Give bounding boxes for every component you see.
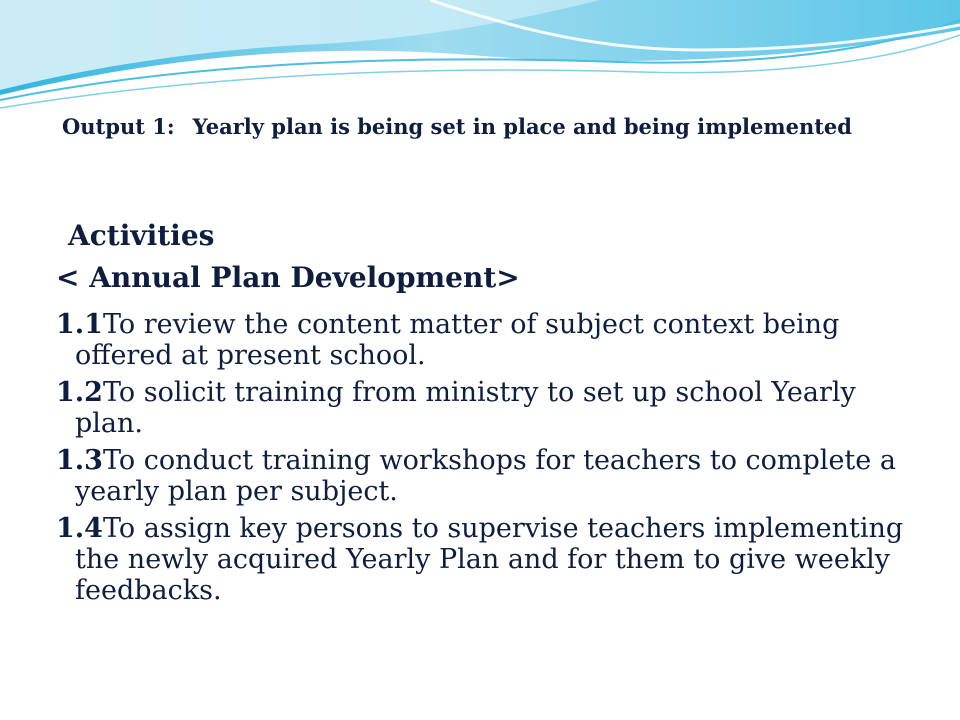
activity-text: To solicit training from ministry to set up school Yearly plan. (75, 377, 856, 439)
output-text: Yearly plan is being set in place and being implemented (192, 114, 852, 139)
activity-item (56, 513, 916, 606)
activity-text: To assign key persons to supervise teachers implementing the newly acquired Yearly Plan and for them to give weekly feedbacks. (75, 513, 904, 606)
output-statement (62, 114, 890, 140)
activities-heading: Activities (68, 219, 215, 252)
decorative-wave-banner (0, 0, 960, 115)
output-label: Output 1: (62, 114, 175, 139)
activity-item (56, 309, 916, 371)
activity-number: 1.2 (56, 377, 103, 408)
activity-number: 1.1 (56, 309, 103, 340)
activity-item (56, 445, 916, 507)
annual-plan-heading: < Annual Plan Development> (56, 261, 520, 294)
activity-number: 1.3 (56, 445, 103, 476)
activity-text: To conduct training workshops for teachers to complete a yearly plan per subject. (75, 445, 896, 507)
activity-list (56, 309, 916, 612)
activity-number: 1.4 (56, 513, 103, 544)
activity-text: To review the content matter of subject context being offered at present school. (75, 309, 840, 371)
activity-item (56, 377, 916, 439)
